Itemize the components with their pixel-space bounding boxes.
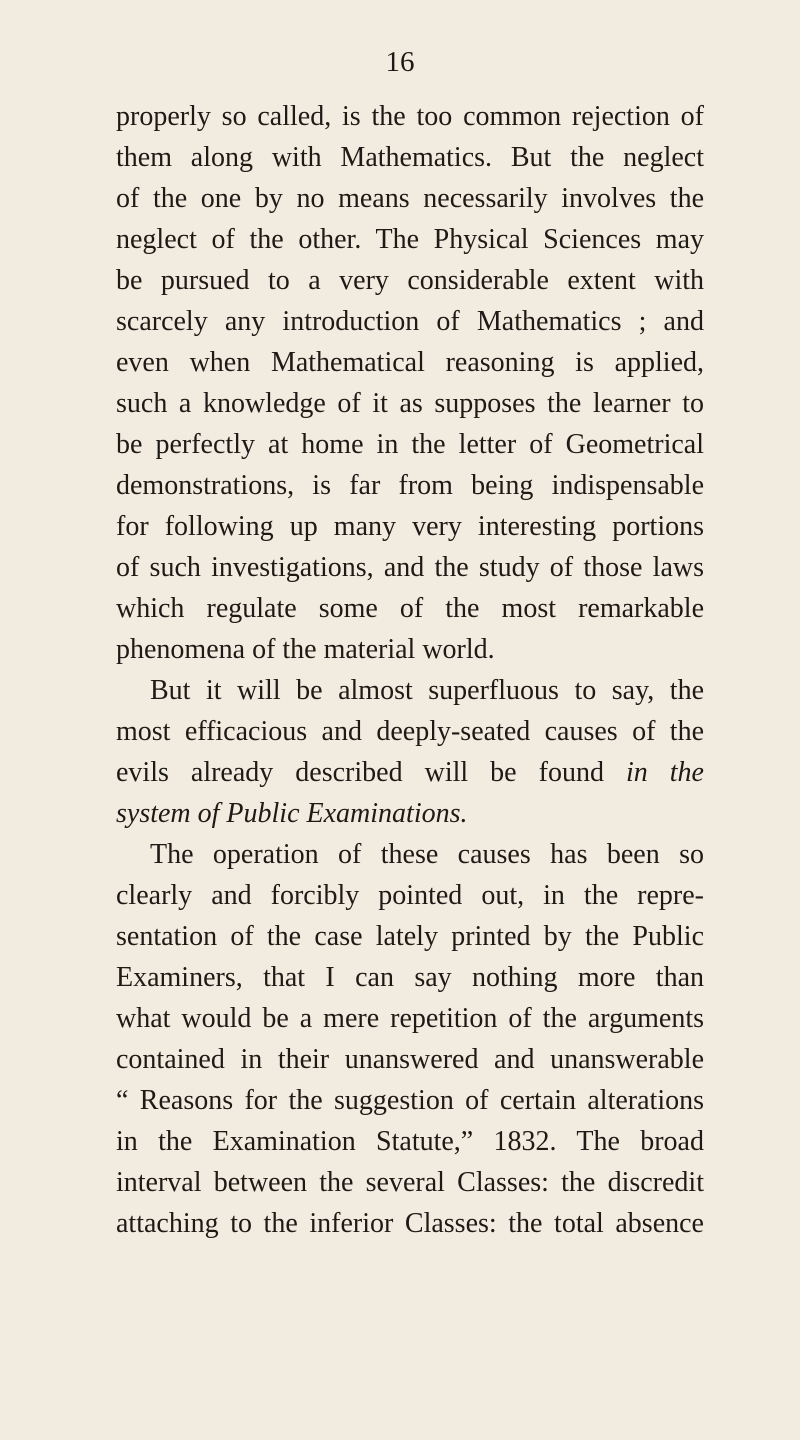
- text-line: But it will be almost superfluous to say, the: [150, 675, 704, 706]
- text-line: The operation of these causes has been so: [150, 839, 704, 870]
- text-line-mixed: [116, 752, 704, 793]
- text-line: such a knowledge of it as supposes the learner to: [116, 388, 704, 419]
- text-line: scarcely any introduction of Mathematics ; and: [116, 306, 704, 337]
- text-line: contained in their unanswered and unanswerable: [116, 1044, 704, 1075]
- text-line: neglect of the other. The Physical Sciences may: [116, 224, 704, 255]
- text-line: demonstrations, is far from being indispensable: [116, 470, 704, 501]
- text-line: properly so called, is the too common rejection of: [116, 101, 704, 132]
- italic-text: in the: [625, 757, 704, 788]
- text-line: attaching to the inferior Classes: the total absence: [116, 1208, 704, 1239]
- page-number: 16: [385, 46, 415, 78]
- text-line: sentation of the case lately printed by the Public: [116, 921, 704, 952]
- text-line: clearly and forcibly pointed out, in the repre-: [116, 880, 704, 911]
- text-line: most efficacious and deeply-seated causes of the: [116, 716, 704, 747]
- text-line: of the one by no means necessarily involves the: [116, 183, 704, 214]
- text-segment: evils already described will be found: [116, 757, 604, 788]
- text-line: of such investigations, and the study of those laws: [116, 552, 704, 583]
- text-line: for following up many very interesting portions: [116, 511, 704, 542]
- italic-text: system of Public Examinations.: [116, 798, 468, 829]
- text-line-italic: [116, 793, 704, 834]
- text-line: interval between the several Classes: the discredit: [116, 1167, 704, 1198]
- body-text: [116, 96, 704, 1244]
- text-line: “ Reasons for the suggestion of certain alterations: [116, 1085, 704, 1116]
- text-line: which regulate some of the most remarkable: [116, 593, 704, 624]
- text-line: phenomena of the material world.: [116, 634, 495, 665]
- text-line: Examiners, that I can say nothing more than: [116, 962, 704, 993]
- text-line: in the Examination Statute,” 1832. The broad: [116, 1126, 704, 1157]
- text-line: even when Mathematical reasoning is applied,: [116, 347, 704, 378]
- text-line: be perfectly at home in the letter of Geometrical: [116, 429, 704, 460]
- text-line: be pursued to a very considerable extent with: [116, 265, 704, 296]
- text-line: them along with Mathematics. But the neglect: [116, 142, 704, 173]
- text-line: what would be a mere repetition of the arguments: [116, 1003, 704, 1034]
